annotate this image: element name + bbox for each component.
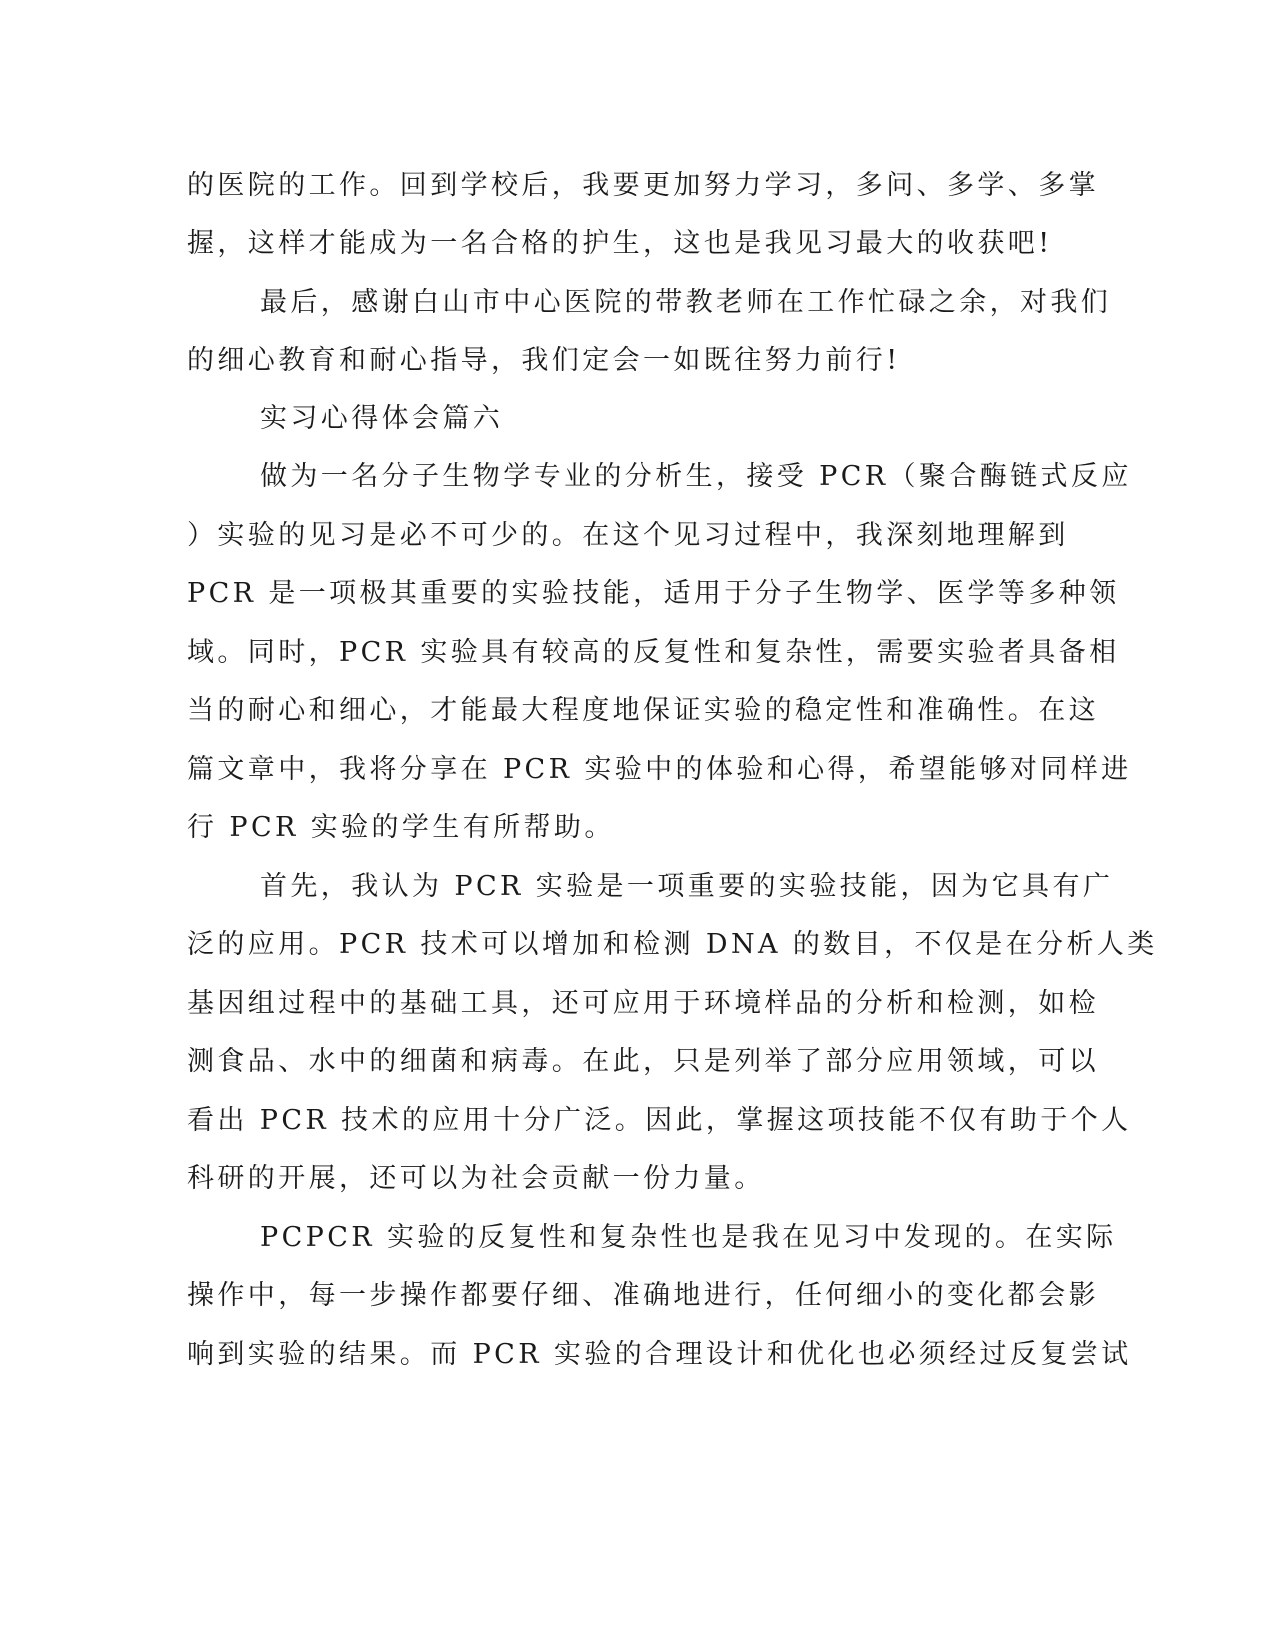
text-line: 基因组过程中的基础工具，还可应用于环境样品的分析和检测，如检 — [187, 988, 1099, 1019]
text-line: 首先，我认为 PCR 实验是一项重要的实验技能，因为它具有广 — [260, 871, 1114, 902]
text-line: 的细心教育和耐心指导，我们定会一如既往努力前行! — [187, 345, 901, 376]
text-line: 科研的开展，还可以为社会贡献一份力量。 — [187, 1163, 765, 1194]
text-line: 当的耐心和细心，才能最大程度地保证实验的稳定性和准确性。在这 — [187, 695, 1099, 726]
text-line: PCPCR 实验的反复性和复杂性也是我在见习中发现的。在实际 — [260, 1222, 1117, 1253]
text-line: 最后，感谢白山市中心医院的带教老师在工作忙碌之余，对我们 — [260, 287, 1112, 318]
text-line: 响到实验的结果。而 PCR 实验的合理设计和优化也必须经过反复尝试 — [187, 1339, 1132, 1370]
text-line: 看出 PCR 技术的应用十分广泛。因此，掌握这项技能不仅有助于个人 — [187, 1105, 1132, 1136]
text-line: ）实验的见习是必不可少的。在这个见习过程中，我深刻地理解到 — [187, 520, 1069, 551]
text-line: 做为一名分子生物学专业的分析生，接受 PCR（聚合酶链式反应 — [260, 461, 1132, 492]
text-line: 测食品、水中的细菌和病毒。在此，只是列举了部分应用领域，可以 — [187, 1046, 1099, 1077]
text-line: 操作中，每一步操作都要仔细、准确地进行，任何细小的变化都会影 — [187, 1280, 1099, 1311]
text-line: PCR 是一项极其重要的实验技能，适用于分子生物学、医学等多种领 — [187, 578, 1120, 609]
text-line: 域。同时，PCR 实验具有较高的反复性和复杂性，需要实验者具备相 — [187, 637, 1120, 668]
text-line: 的医院的工作。回到学校后，我要更加努力学习，多问、多学、多掌 — [187, 170, 1099, 201]
text-line: 篇文章中，我将分享在 PCR 实验中的体验和心得，希望能够对同样进 — [187, 754, 1132, 785]
section-heading: 实习心得体会篇六 — [260, 403, 504, 434]
text-line: 握，这样才能成为一名合格的护生，这也是我见习最大的收获吧! — [187, 228, 1053, 259]
text-line: 行 PCR 实验的学生有所帮助。 — [187, 812, 615, 843]
text-line: 泛的应用。PCR 技术可以增加和检测 DNA 的数目，不仅是在分析人类 — [187, 929, 1158, 960]
